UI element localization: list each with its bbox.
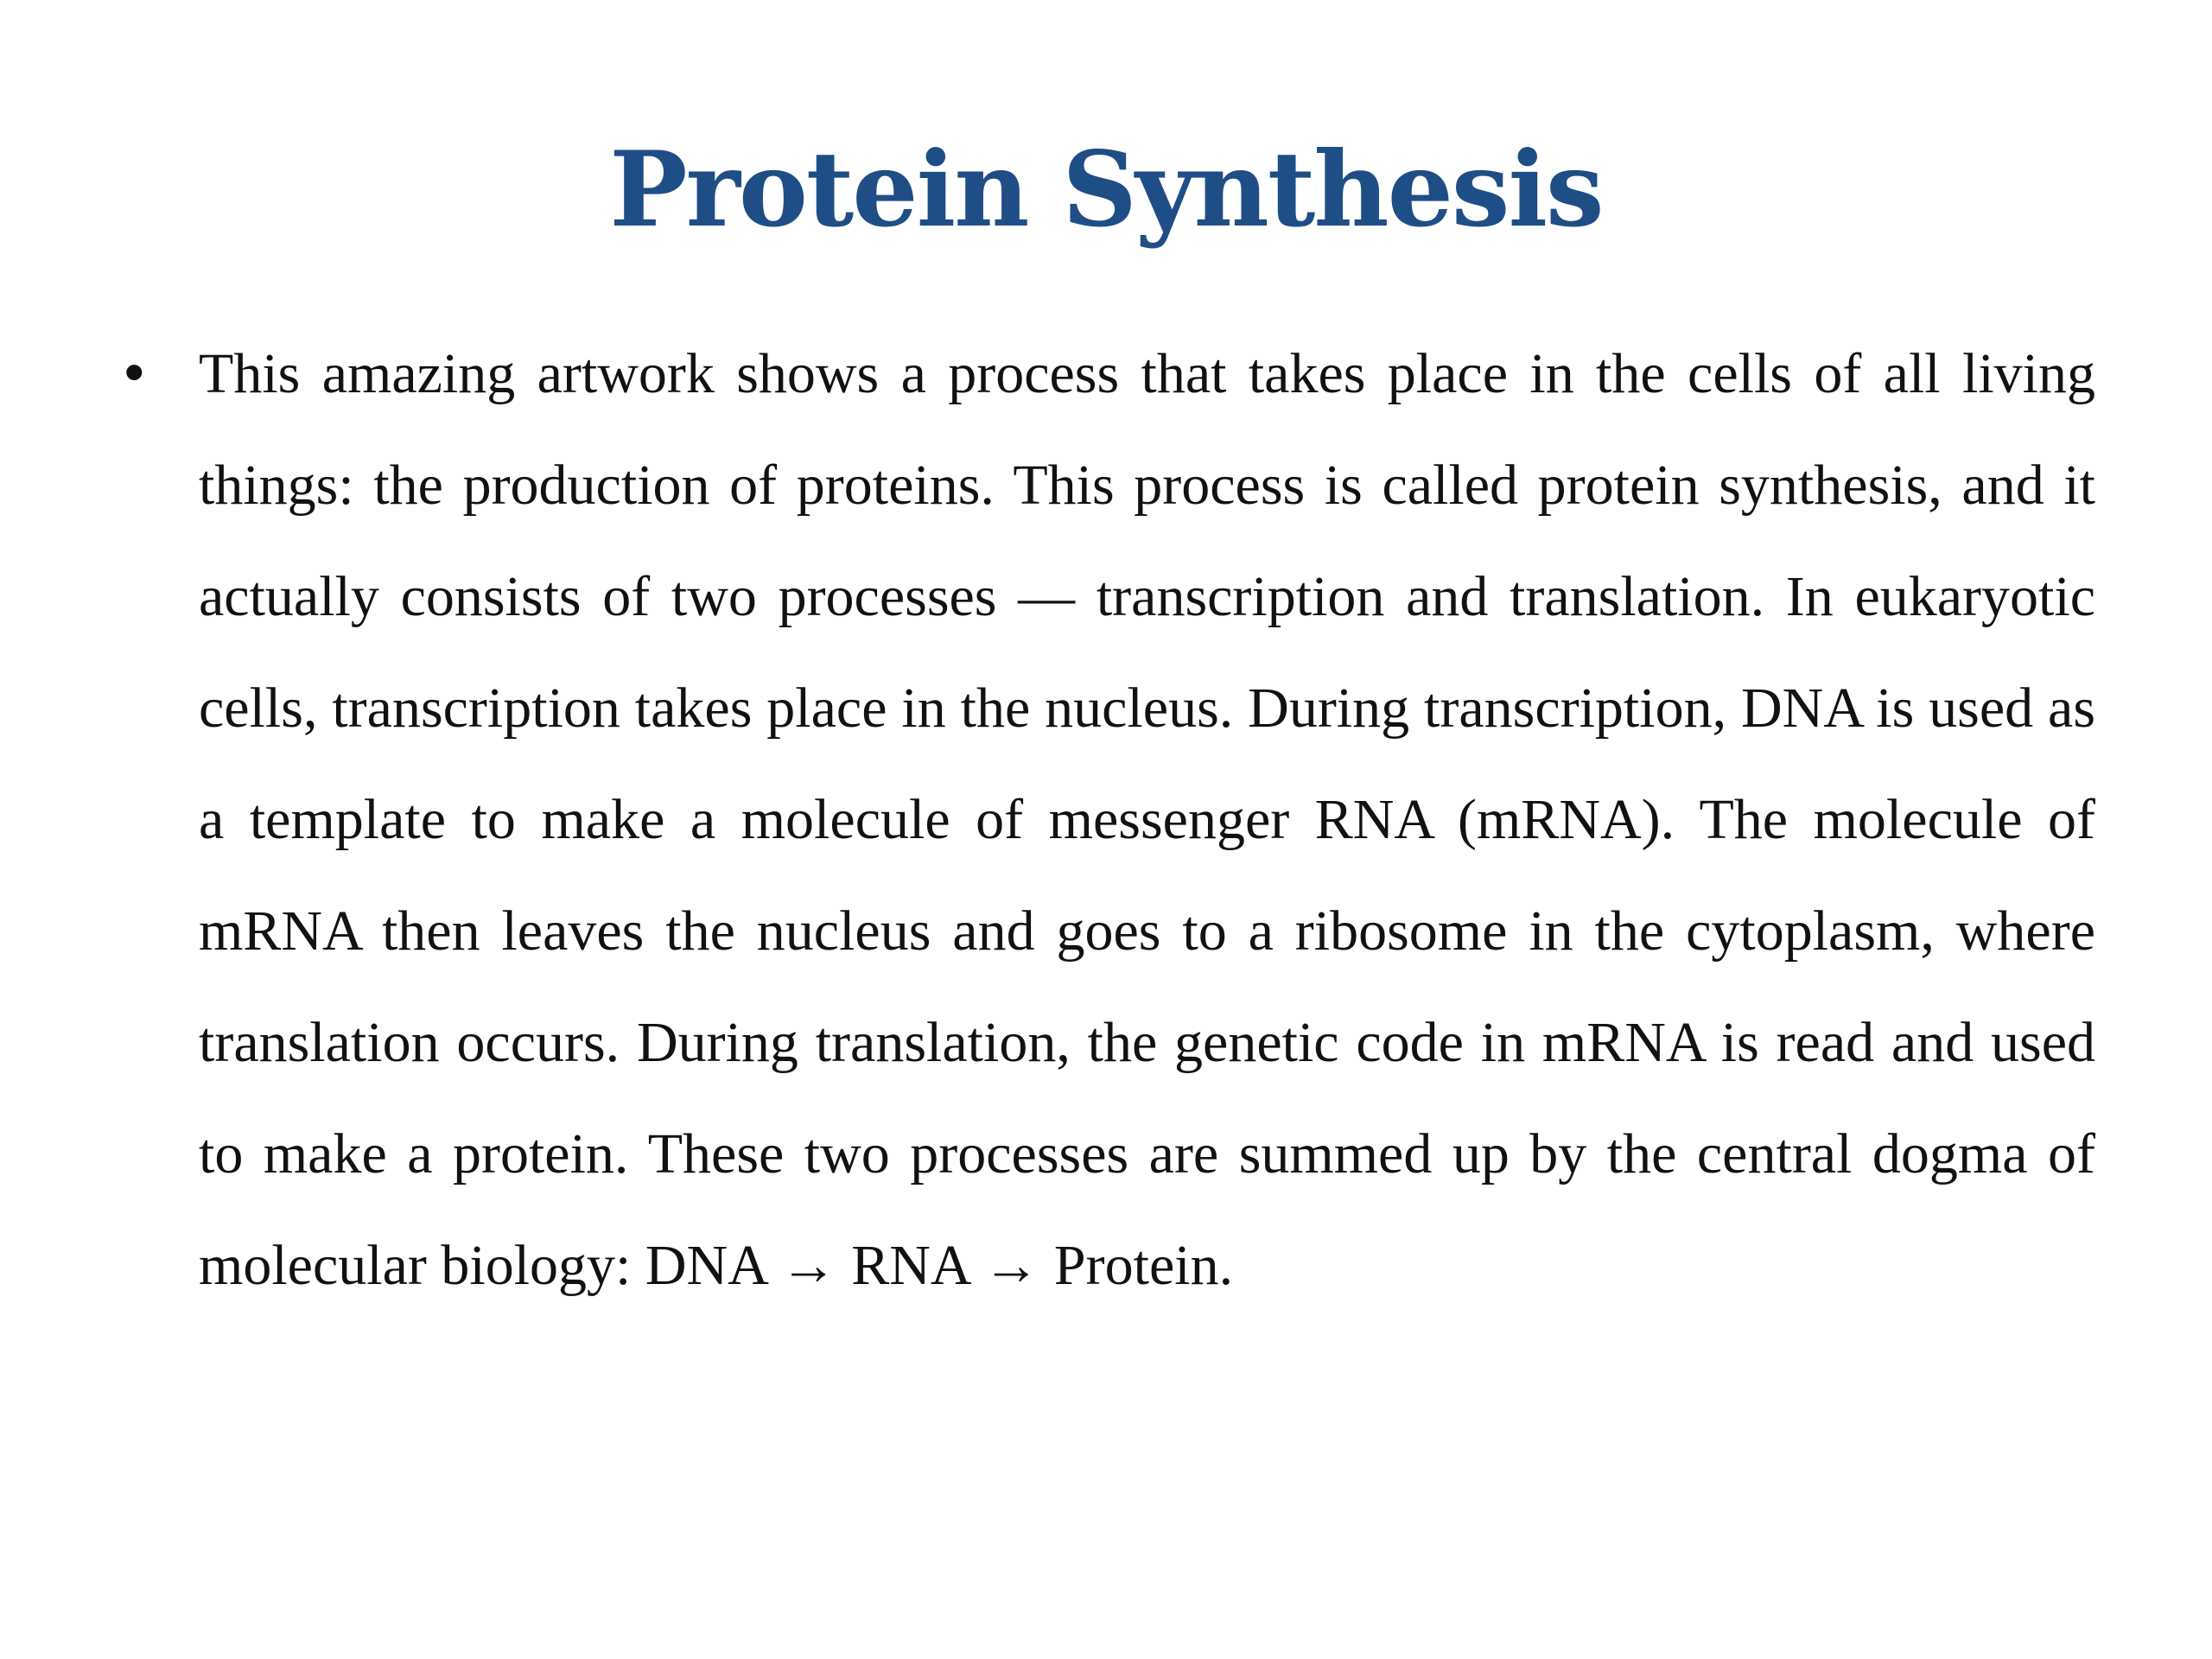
bullet-item (108, 318, 2095, 1321)
slide-title: Protein Synthesis (609, 129, 1603, 251)
bullet-list (108, 318, 2095, 1321)
bullet-marker-icon: • (118, 342, 150, 405)
bullet-text: This amazing artwork shows a process that takes place in the cells of all living things: the production of proteins. This process is called protein synthesis, and it actually consists of two processes — transcription and translation. In eukaryotic cells, transcription takes place in the nucleus. During transcription, DNA is used as a template to make a molecule of messenger RNA (mRNA). The molecule of mRNA then leaves the nucleus and goes to a ribosome in the cytoplasm, where translation occurs. During translation, the genetic code in mRNA is read and used to make a protein. These two processes are summed up by the central dogma of molecular biology: DNA → RNA → Protein. (199, 342, 2095, 1297)
